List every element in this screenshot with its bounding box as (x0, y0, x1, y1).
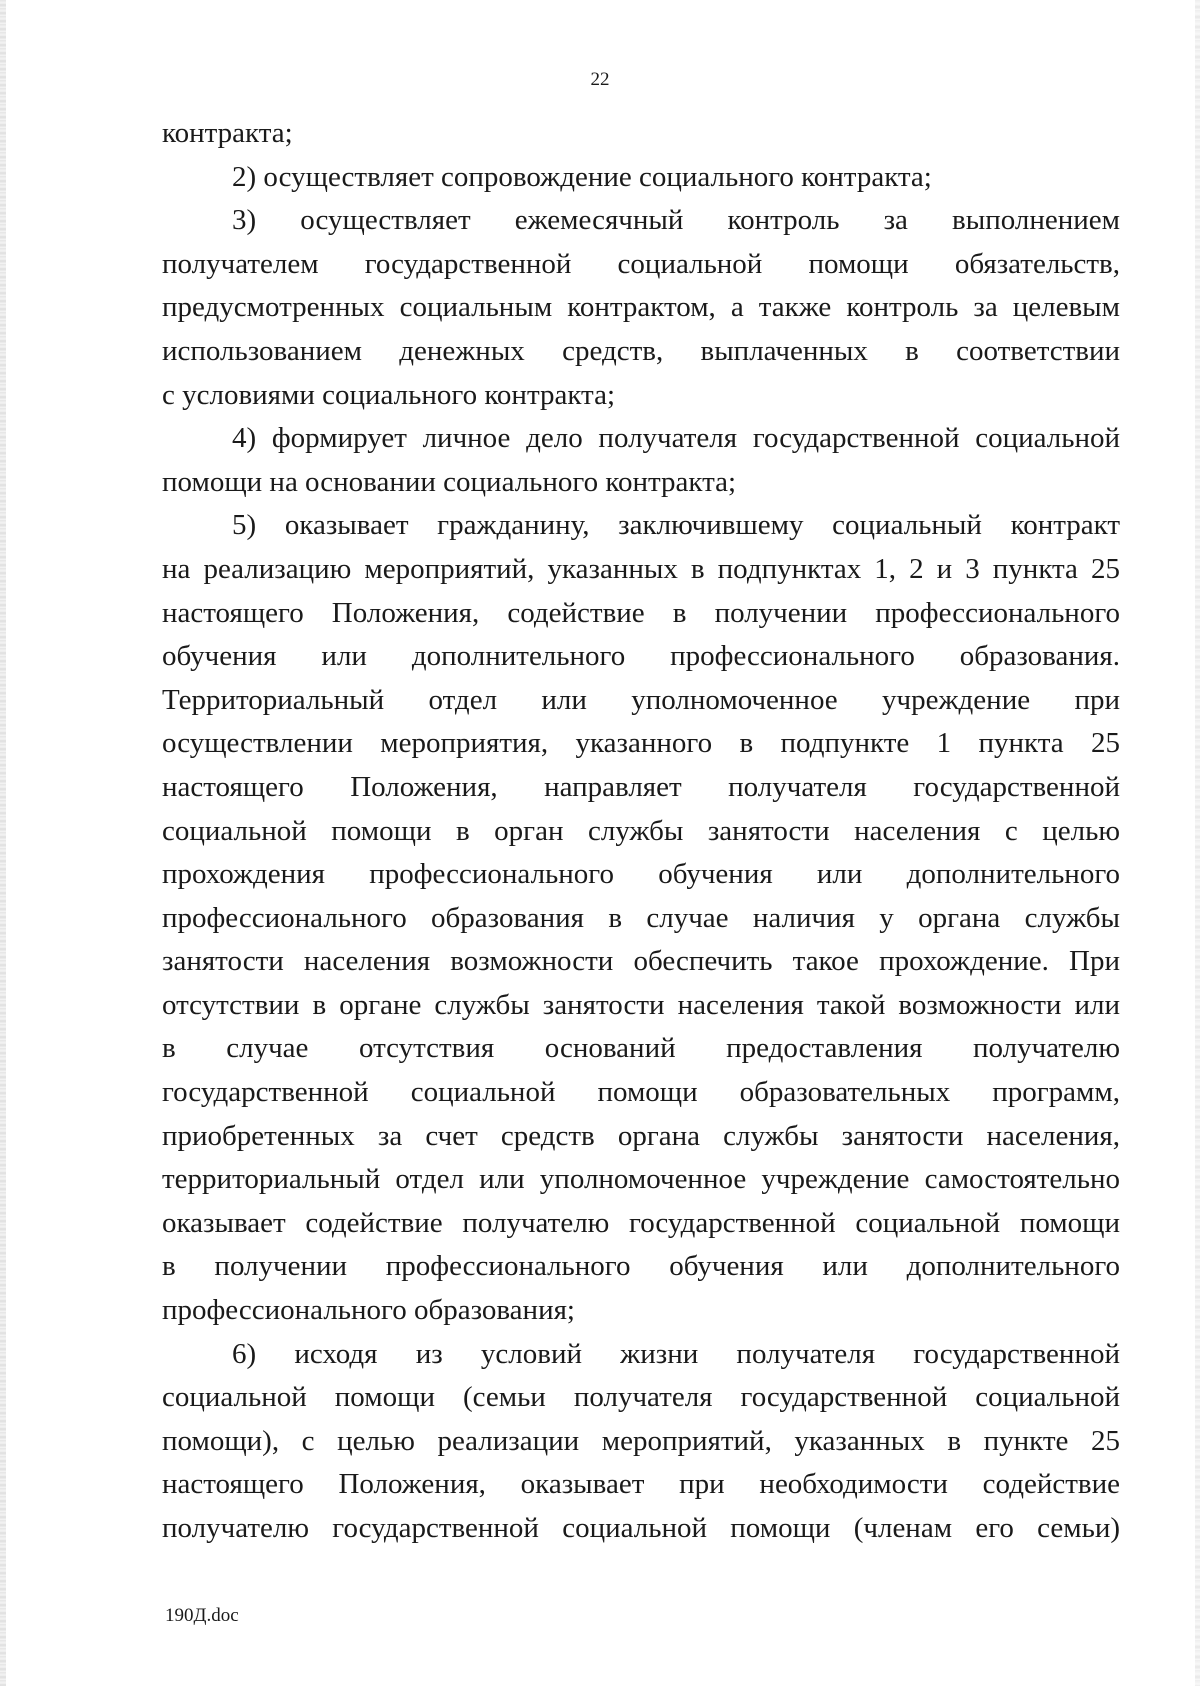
footer-filename: 190Д.doc (165, 1605, 239, 1626)
text-line: 3) осуществляет ежемесячный контроль за выполнением (232, 204, 1120, 237)
text-line: в получении профессионального обучения или дополнительного (162, 1250, 1120, 1283)
text-line: государственной социальной помощи образовательных программ, (162, 1076, 1120, 1109)
text-line: в случае отсутствия оснований предоставления получателю (162, 1032, 1120, 1065)
scan-edge-left (0, 0, 6, 1686)
text-line: оказывает содействие получателю государственной социальной помощи (162, 1206, 1120, 1239)
text-line: Территориальный отдел или уполномоченное учреждение при (162, 683, 1120, 716)
text-line: с условиями социального контракта; (162, 378, 616, 411)
text-line: настоящего Положения, содействие в получении профессионального (162, 596, 1120, 629)
text-line: на реализацию мероприятий, указанных в подпунктах 1, 2 и 3 пункта 25 (162, 552, 1120, 585)
page-number: 22 (590, 69, 610, 90)
text-line: 2) осуществляет сопровождение социального контракта; (232, 160, 932, 193)
text-line: отсутствии в органе службы занятости населения такой возможности или (162, 988, 1120, 1021)
text-line: контракта; (162, 117, 293, 149)
text-line: профессионального образования; (162, 1294, 575, 1327)
text-line: 6) исходя из условий жизни получателя государственной (232, 1337, 1120, 1370)
text-line: 5) оказывает гражданину, заключившему социальный контракт (232, 509, 1120, 542)
text-line: занятости населения возможности обеспечить такое прохождение. При (162, 945, 1120, 978)
text-line: обучения или дополнительного профессионального образования. (162, 640, 1120, 673)
text-line: помощи), с целью реализации мероприятий, указанных в пункте 25 (162, 1424, 1120, 1457)
text-line: социальной помощи (семьи получателя государственной социальной (162, 1381, 1120, 1414)
text-line: 4) формирует личное дело получателя государственной социальной (232, 422, 1120, 455)
text-line: профессионального образования в случае наличия у органа службы (162, 901, 1120, 934)
text-line: получателем государственной социальной помощи обязательств, (162, 247, 1120, 280)
text-line: осуществлении мероприятия, указанного в подпункте 1 пункта 25 (162, 727, 1120, 760)
text-line: настоящего Положения, оказывает при необходимости содействие (162, 1468, 1120, 1501)
text-line: настоящего Положения, направляет получателя государственной (162, 770, 1120, 803)
text-line: использованием денежных средств, выплаченных в соответствии (162, 334, 1120, 367)
text-line: предусмотренных социальным контрактом, а также контроль за целевым (162, 291, 1120, 324)
scan-edge-right (1195, 0, 1200, 1686)
text-line: прохождения профессионального обучения или дополнительного (162, 858, 1120, 891)
text-line: помощи на основании социального контракта; (162, 465, 737, 498)
text-line: социальной помощи в орган службы занятости населения с целью (162, 814, 1120, 847)
text-line: территориальный отдел или уполномоченное учреждение самостоятельно (162, 1163, 1120, 1196)
text-line: получателю государственной социальной помощи (членам его семьи) (162, 1512, 1120, 1544)
text-line: приобретенных за счет средств органа службы занятости населения, (162, 1119, 1120, 1152)
document-body (162, 112, 1120, 1551)
